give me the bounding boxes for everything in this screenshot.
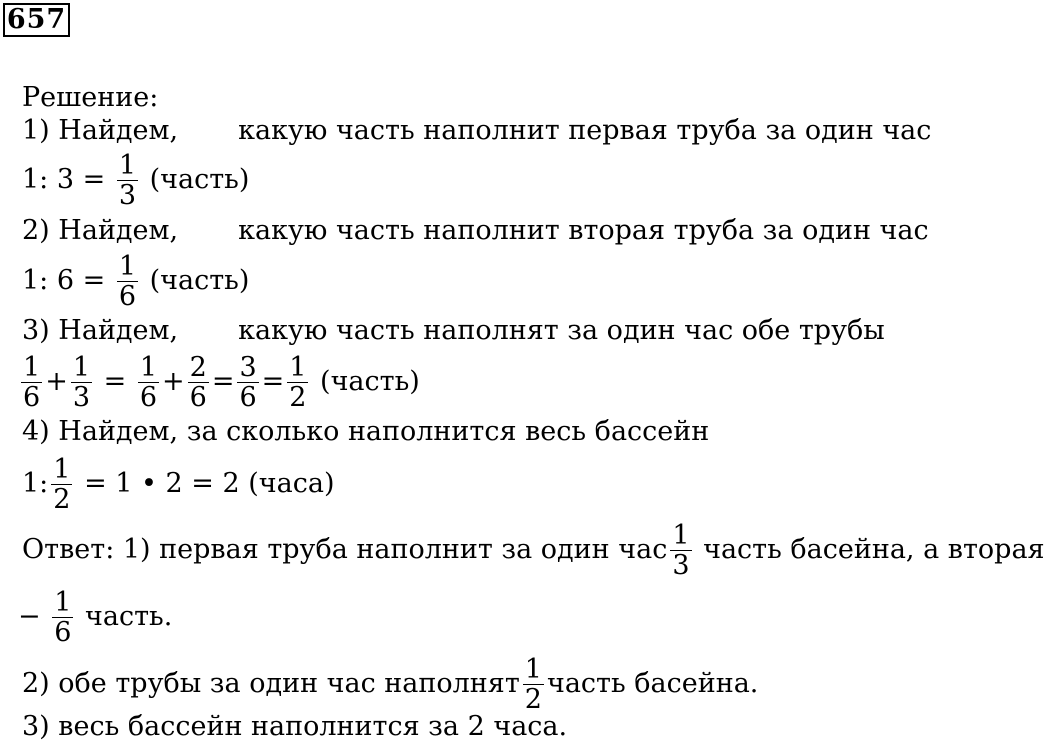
step-1-label: 1) Найдем, [22, 115, 179, 146]
calc-2 [22, 251, 249, 311]
step-4-label: 4) Найдем, [22, 416, 179, 447]
calc-3-unit: (часть) [320, 366, 420, 397]
calc-2-fraction: $\frac{1}{6}$ [118, 251, 137, 312]
equals-sign: = [211, 366, 235, 397]
calc-1-unit: (часть) [149, 164, 250, 195]
dash: − [18, 601, 41, 632]
calc-3-fraction-3: $\frac{1}{6}$ [139, 352, 157, 413]
calc-2-eq: = [82, 265, 106, 296]
calc-3-fraction-1: $\frac{1}{6}$ [23, 352, 41, 413]
calc-4-lhs: 1: [22, 468, 49, 499]
calc-1 [22, 150, 249, 210]
plus-sign: + [162, 366, 185, 397]
step-2-text: какую часть наполнит вторая труба за один час [238, 215, 929, 246]
answer-1-text: Ответ: 1) первая труба наполнит за один час [22, 534, 668, 565]
calc-4-fraction: $\frac{1}{2}$ [53, 454, 71, 515]
calc-1-eq: = [82, 164, 106, 195]
answer-2-rest: часть басейна. [546, 668, 759, 699]
step-4 [22, 417, 709, 447]
calc-4 [22, 454, 335, 514]
equals-sign: = [261, 366, 285, 397]
calc-3-fraction-2: $\frac{1}{3}$ [72, 352, 90, 413]
step-2-label: 2) Найдем, [22, 215, 179, 246]
step-1 [22, 116, 931, 146]
calc-3-fraction-5: $\frac{3}{6}$ [239, 352, 257, 413]
answer-1b-fraction: $\frac{1}{6}$ [54, 587, 72, 648]
answer-1-rest: часть басейна, а вторая [703, 534, 1045, 565]
step-3-label: 3) Найдем, [22, 315, 179, 346]
answer-2-fraction: $\frac{1}{2}$ [524, 654, 542, 715]
solution-heading: Решение: [22, 82, 159, 113]
calc-1-fraction: $\frac{1}{3}$ [118, 150, 137, 211]
answer-3: 3) весь бассейн наполнится за 2 часа. [22, 711, 568, 742]
answer-2 [22, 654, 758, 714]
equals-sign: = [103, 366, 127, 397]
step-4-text: за сколько наполнится весь бассейн [186, 416, 710, 447]
calc-4-rest: = 1 • 2 = 2 (часа) [84, 468, 335, 499]
answer-1 [22, 520, 1045, 580]
step-1-text: какую часть наполнит первая труба за один час [238, 115, 932, 146]
step-2 [22, 216, 929, 246]
calc-3 [18, 352, 420, 412]
answer-1b-rest: часть. [85, 601, 173, 632]
calc-2-lhs: 1: 6 [22, 265, 75, 296]
answer-1-fraction: $\frac{1}{3}$ [672, 520, 690, 581]
calc-1-lhs: 1: 3 [22, 164, 75, 195]
step-3-text: какую часть наполнят за один час обе трубы [238, 315, 885, 346]
plus-sign: + [45, 366, 68, 397]
calc-2-unit: (часть) [149, 265, 250, 296]
answer-1-continuation [18, 587, 172, 647]
calc-3-fraction-6: $\frac{1}{2}$ [289, 352, 307, 413]
problem-number: 657 [3, 3, 70, 37]
answer-2-text: 2) обе трубы за один час наполнят [22, 668, 520, 699]
calc-3-fraction-4: $\frac{2}{6}$ [189, 352, 207, 413]
step-3 [22, 316, 885, 346]
